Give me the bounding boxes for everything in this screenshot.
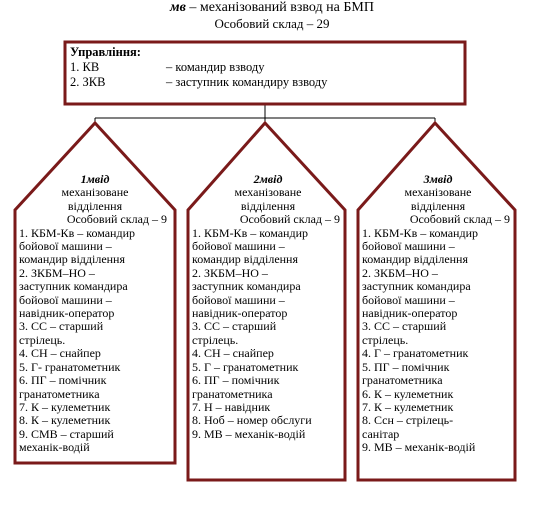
squad-3 (362, 173, 514, 455)
squad-item: 3. СС – старший (192, 319, 277, 334)
squad-item: бойової машини – (192, 239, 285, 254)
squad-item: 7. К – кулеметник (362, 399, 454, 414)
squad-title: 2мвід (253, 172, 283, 186)
squad-item: 4. Г – гранатометник (362, 346, 469, 361)
squad-item: 5. Г – гранатометник (192, 359, 299, 374)
management-heading: Управління: (70, 45, 141, 59)
squad-type: механізоване (61, 185, 129, 200)
squad-2 (192, 173, 344, 441)
squad-item: механік-водій (19, 440, 90, 455)
squad-staff: Особовий склад – 9 (66, 212, 167, 227)
squad-item: навідник-оператор (362, 306, 458, 321)
management-content (70, 45, 460, 90)
squad-item: 8. Ссн – стрілець- (362, 413, 454, 428)
squad-item: заступник командира (362, 279, 471, 294)
squad-item: 8. Ноб – номер обслуги (192, 413, 312, 428)
page-title (0, 0, 544, 15)
management-desc: – командир взводу (166, 60, 265, 74)
squad-item: 1. КБМ-Кв – командир (19, 225, 136, 240)
squad-item: 9. МВ – механік-водій (192, 426, 306, 441)
squad-title: 3мвід (423, 172, 453, 186)
squad-items (19, 227, 171, 455)
squad-item: 2. ЗКБМ–НО – (19, 265, 95, 280)
squad-item: бойової машини – (19, 292, 112, 307)
management-code: 2. ЗКВ (70, 75, 106, 89)
squad-item: 5. ПГ – помічник (362, 359, 450, 374)
squad-item: навідник-оператор (192, 306, 288, 321)
squad-item: санітар (362, 426, 400, 441)
squad-item: бойової машини – (192, 292, 285, 307)
title-abbr: мв (170, 0, 186, 15)
squad-staff: Особовий склад – 9 (409, 212, 510, 227)
squad-staff: Особовий склад – 9 (239, 212, 340, 227)
squad-item: 7. Н – навідник (192, 399, 271, 414)
squad-type: відділення (240, 198, 296, 213)
squad-item: гранатометника (192, 386, 273, 401)
squad-item: бойової машини – (362, 239, 455, 254)
squad-item: командир відділення (362, 252, 469, 267)
squad-item: стрілець. (19, 332, 66, 347)
squad-item: командир відділення (19, 252, 126, 267)
squad-item: 1. КБМ-Кв – командир (192, 225, 309, 240)
squad-item: заступник командира (19, 279, 128, 294)
squad-item: 1. КБМ-Кв – командир (362, 225, 479, 240)
squad-item: 8. К – кулеметник (19, 413, 111, 428)
squad-item: 4. СН – снайпер (19, 346, 101, 361)
page-subtitle: Особовий склад – 29 (214, 16, 330, 31)
squad-item: стрілець. (362, 332, 409, 347)
squad-item: бойової машини – (362, 292, 455, 307)
squad-item: бойової машини – (19, 239, 112, 254)
squad-item: 4. СН – снайпер (192, 346, 274, 361)
squad-items (192, 227, 344, 442)
squad-item: 6. ПГ – помічник (19, 373, 107, 388)
squad-item: 7. К – кулеметник (19, 399, 111, 414)
squad-item: 3. СС – старший (19, 319, 104, 334)
squad-type: відділення (67, 198, 123, 213)
management-code: 1. КВ (70, 60, 100, 74)
squad-item: 9. МВ – механік-водій (362, 440, 476, 455)
squad-item: 2. ЗКБМ–НО – (192, 265, 268, 280)
management-row (70, 75, 460, 90)
squad-item: 9. СМВ – старший (19, 426, 114, 441)
management-desc: – заступник командиру взводу (166, 75, 328, 89)
squad-item: 6. ПГ – помічник (192, 373, 280, 388)
squad-item: навідник-оператор (19, 306, 115, 321)
squad-item: 2. ЗКБМ–НО – (362, 265, 438, 280)
title-text: – механізований взвод на БМП (185, 0, 374, 15)
squad-item: 6. К – кулеметник (362, 386, 454, 401)
squad-item: гранатометника (19, 386, 100, 401)
squad-type: механізоване (234, 185, 302, 200)
squad-item: стрілець. (192, 332, 239, 347)
squad-item: 5. Г- гранатометник (19, 359, 121, 374)
squad-items (362, 227, 514, 455)
squad-type: відділення (410, 198, 466, 213)
squad-item: командир відділення (192, 252, 299, 267)
squad-type: механізоване (404, 185, 472, 200)
squad-item: гранатометника (362, 373, 443, 388)
squad-item: заступник командира (192, 279, 301, 294)
squad-title: 1мвід (80, 172, 110, 186)
management-row (70, 60, 460, 75)
squad-1 (19, 173, 171, 455)
squad-item: 3. СС – старший (362, 319, 447, 334)
